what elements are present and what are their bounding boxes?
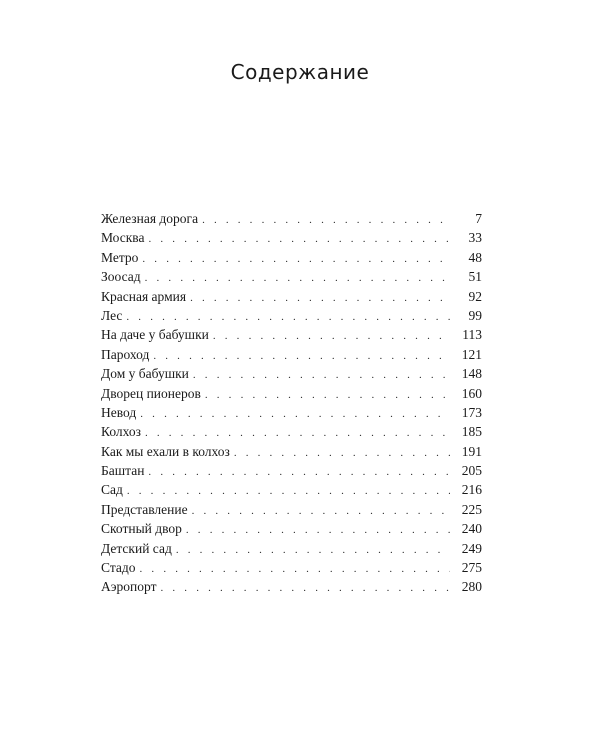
dot-leader [153, 347, 450, 366]
dot-leader [234, 444, 450, 463]
dot-leader [140, 405, 450, 424]
toc-entry [101, 422, 482, 441]
dot-leader [176, 541, 450, 560]
toc-page-number: 191 [461, 443, 482, 459]
toc-page-number: 160 [461, 385, 482, 401]
toc-entry [101, 577, 482, 596]
toc-entry-title: Пароход [101, 346, 150, 362]
toc-entry-title: Железная дорога [101, 211, 199, 226]
toc-entry [101, 248, 482, 267]
toc-entry [101, 539, 482, 558]
toc-entry [101, 209, 482, 228]
toc-page-number: 148 [461, 366, 482, 382]
toc-entry-title: Стадо [101, 560, 136, 576]
toc-entry-title: Детский сад [101, 540, 172, 556]
toc-page-number: 280 [461, 579, 482, 595]
toc-page-number: 225 [461, 501, 482, 517]
toc-entry [101, 364, 482, 383]
dot-leader [190, 289, 450, 308]
toc-page-number: 249 [461, 540, 482, 556]
toc-entry [101, 228, 482, 247]
dot-leader [161, 579, 451, 598]
toc-entry-title: Баштан [101, 463, 145, 479]
toc-page-number: 205 [461, 463, 482, 479]
toc-page-number: 173 [461, 404, 482, 420]
dot-leader [192, 502, 450, 521]
toc-entry [101, 345, 482, 364]
dot-leader [142, 250, 450, 269]
dot-leader [205, 386, 450, 405]
dot-leader [140, 560, 450, 579]
toc-entry [101, 384, 482, 403]
toc-entry [101, 325, 482, 344]
toc-entry-title: Представление [101, 501, 188, 517]
toc-entry [101, 306, 482, 325]
toc-page-number: 51 [468, 269, 482, 285]
toc-page-number: 121 [461, 346, 482, 362]
dot-leader [145, 269, 450, 288]
toc-page-number: 185 [461, 424, 482, 440]
toc-entry [101, 500, 482, 519]
toc-page-number: 48 [468, 249, 482, 265]
dot-leader [148, 463, 450, 482]
toc-entry [101, 287, 482, 306]
toc-entry-title: Аэропорт [101, 579, 157, 595]
toc-page-number: 216 [461, 482, 482, 498]
toc-entry-title: Колхоз [101, 424, 141, 440]
toc-entry [101, 403, 482, 422]
toc-entry-title: Сад [101, 482, 123, 498]
toc-entry-title: Невод [101, 404, 137, 420]
toc-page-number: 99 [468, 307, 482, 323]
dot-leader [149, 230, 451, 249]
toc-entry-title: Дворец пионеров [101, 385, 201, 401]
toc-page-number: 7 [475, 211, 482, 226]
toc-page-number: 92 [468, 288, 482, 304]
dot-leader [193, 366, 450, 385]
toc-entry-title: Скотный двор [101, 521, 182, 537]
dot-leader [213, 327, 450, 346]
toc-entry-title: Метро [101, 249, 139, 265]
toc-entry [101, 442, 482, 461]
toc-entry-title: Зоосад [101, 269, 141, 285]
page-title: Содержание [230, 60, 370, 84]
toc-page-number: 113 [462, 327, 482, 343]
toc-entry [101, 480, 482, 499]
dot-leader [186, 521, 450, 540]
toc-entry [101, 558, 482, 577]
toc-entry [101, 519, 482, 538]
dot-leader [202, 211, 450, 230]
toc-entry-title: Москва [101, 230, 145, 246]
toc-entry-title: Как мы ехали в колхоз [101, 443, 230, 459]
toc-entry-title: Дом у бабушки [101, 366, 189, 382]
toc-page-number: 33 [468, 230, 482, 246]
toc-entry [101, 461, 482, 480]
toc-entry-title: Лес [101, 307, 123, 323]
table-of-contents [101, 209, 482, 597]
toc-entry [101, 267, 482, 286]
toc-entry-title: Красная армия [101, 288, 187, 304]
toc-page-number: 240 [461, 521, 482, 537]
toc-page-number: 275 [461, 560, 482, 576]
toc-entry-title: На даче у бабушки [101, 327, 209, 343]
